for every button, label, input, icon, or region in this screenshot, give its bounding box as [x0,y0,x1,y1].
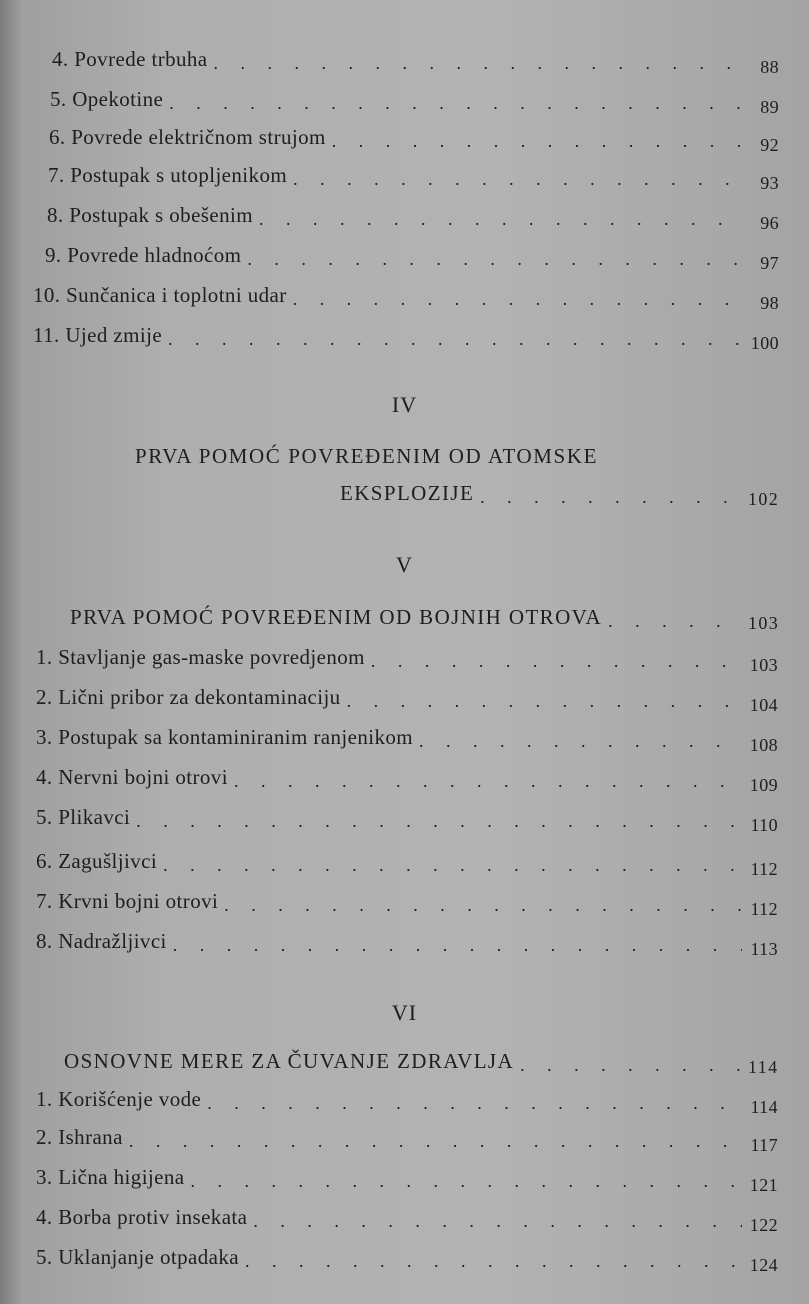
toc-entry-label: 4. Nervni bojni otrovi [36,765,228,789]
toc-entry [49,118,779,155]
toc-entry-page: 110 [750,815,778,835]
chapter-title: OSNOVNE MERE ZA ČUVANJE ZDRAVLJA [64,1049,515,1073]
toc-entry-page: 104 [749,695,778,715]
toc-entry [36,1158,778,1195]
chapter-title: PRVA POMOĆ POVREĐENIM OD ATOMSKE [135,444,598,468]
toc-entry [36,1118,778,1155]
toc-entry [36,758,778,795]
toc-entry [36,678,778,715]
toc-entry-label: 7. Postupak s utopljenikom [48,163,288,187]
chapter-numeral: IV [391,392,418,417]
chapter-title: PRVA POMOĆ POVREĐENIM OD BOJNIH OTROVA [70,605,603,629]
leader-dots [136,811,742,832]
toc-entry-page: 108 [749,735,778,755]
toc-entry-label: 8. Postupak s obešenim [47,203,253,227]
leader-dots [419,731,742,752]
toc-entry-label: 3. Postupak sa kontaminiranim ranjenikom [36,725,414,749]
toc-entry-page: 112 [750,899,778,919]
toc-entry [36,1080,778,1117]
toc-entry [36,638,778,675]
toc-entry-page: 92 [760,135,779,155]
toc-entry-page: 114 [750,1097,778,1117]
toc-entry-label: 11. Ujed zmije [33,323,163,347]
leader-dots [293,289,743,310]
leader-dots [332,131,743,152]
toc-entry-label: 5. Uklanjanje otpadaka [36,1245,239,1269]
leader-dots [234,771,742,792]
leader-dots [608,611,742,632]
toc-entry [33,316,779,353]
toc-entry-label: 5. Plikavci [36,805,131,829]
leader-dots [259,209,743,230]
leader-dots [207,1093,742,1114]
leader-dots [347,691,742,712]
toc-entry [36,882,778,919]
toc-entry [50,80,779,117]
toc-entry-label: 7. Krvni bojni otrovi [36,889,219,913]
toc-entry-label: 1. Stavljanje gas-maske povredjenom [36,645,365,669]
toc-entry [48,156,779,193]
chapter-page: 103 [748,613,780,633]
toc-entry [36,1198,778,1235]
chapter-page: 102 [748,489,780,509]
chapter-numeral: VI [391,1000,418,1025]
toc-entry-page: 97 [760,253,779,273]
toc-entry-label: 8. Nadražljivci [36,929,167,953]
leader-dots [173,935,742,956]
binding-shadow [0,0,22,1304]
leader-dots [520,1055,742,1076]
toc-entry-page: 100 [750,333,779,353]
chapter-entry [340,474,780,509]
toc-entry [52,40,779,77]
toc-entry-label: 2. Lični pribor za dekontaminaciju [36,685,341,709]
toc-entry [33,276,779,313]
toc-entry-page: 109 [749,775,778,795]
toc-entry [36,798,778,835]
leader-dots [253,1211,742,1232]
toc-entry-page: 112 [750,859,778,879]
toc-entry-page: 103 [749,655,778,675]
toc-entry-label: 4. Borba protiv insekata [36,1205,248,1229]
leader-dots [168,329,743,350]
leader-dots [224,895,742,916]
toc-entry-page: 88 [760,57,779,77]
toc-entry-label: 6. Zagušljivci [36,849,158,873]
leader-dots [163,855,742,876]
toc-entry-label: 3. Lična higijena [36,1165,185,1189]
toc-entry-page: 89 [760,97,779,117]
toc-entry-label: 1. Korišćenje vode [36,1087,202,1111]
toc-entry [45,236,779,273]
leader-dots [245,1251,742,1272]
chapter-entry [64,1042,779,1077]
toc-entry-label: 5. Opekotine [50,87,164,111]
leader-dots [480,487,742,508]
leader-dots [191,1171,743,1192]
toc-entry-label: 6. Povrede električnom strujom [49,125,326,149]
toc-entry-page: 96 [760,213,779,233]
toc-entry [36,718,778,755]
toc-entry-page: 113 [750,939,778,959]
chapter-numeral: V [396,552,413,577]
toc-entry [36,1238,778,1275]
leader-dots [371,651,742,672]
toc-entry-label: 4. Povrede trbuha [52,47,208,71]
toc-entry-page: 122 [749,1215,778,1235]
toc-entry-page: 98 [760,293,779,313]
toc-entry-page: 124 [749,1255,778,1275]
leader-dots [247,249,743,270]
chapter-page: 114 [748,1057,779,1077]
toc-entry [47,196,779,233]
leader-dots [129,1131,742,1152]
toc-entry [36,922,778,959]
toc-entry-label: 2. Ishrana [36,1125,123,1149]
toc-entry-page: 117 [750,1135,778,1155]
leader-dots [214,53,743,74]
toc-entry [36,842,778,879]
chapter-title-continued: EKSPLOZIJE [340,481,475,505]
toc-entry-page: 121 [749,1175,778,1195]
toc-entry-label: 9. Povrede hladnoćom [45,243,242,267]
leader-dots [169,93,743,114]
leader-dots [293,169,743,190]
toc-entry-page: 93 [760,173,779,193]
toc-entry-label: 10. Sunčanica i toplotni udar [33,283,287,307]
chapter-entry [70,598,780,633]
